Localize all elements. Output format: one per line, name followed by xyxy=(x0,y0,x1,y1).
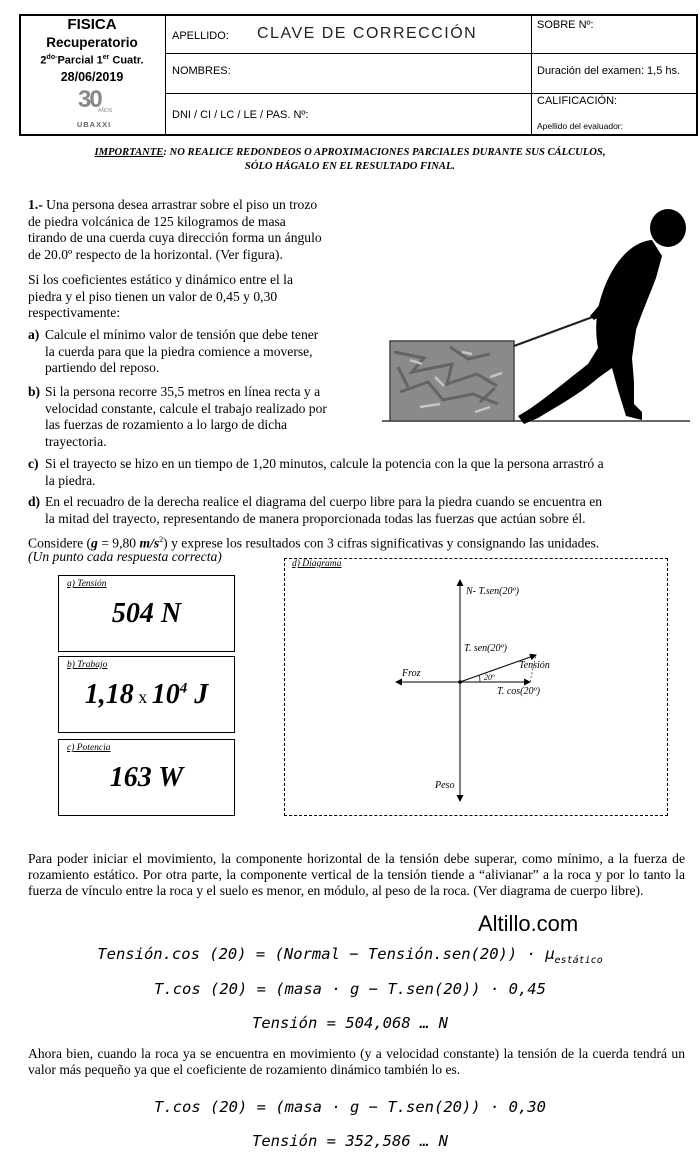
equation-2: T.cos (20) = (masa · g − T.sen(20)) · 0,45 xyxy=(154,980,546,998)
exam-date: 28/06/2019 xyxy=(60,70,124,84)
important-note: IMPORTANTE: NO REALICE REDONDEOS O APROXIMACIONES PARCIALES DURANTE SUS CÁLCULOS, SÓLO HÁGALO EN EL RESULTADO FINAL. xyxy=(94,147,606,172)
apellido-label: APELLIDO: xyxy=(172,30,229,42)
person-silhouette xyxy=(518,209,686,424)
stone-block xyxy=(390,341,514,421)
problem-coefficients: Si los coeficientes estático y dinámico entre el la piedra y el piso tienen un valor de 0,45 y 0,30 respectivamente: xyxy=(28,272,293,320)
dragging-figure xyxy=(380,202,692,430)
solution-paragraph-1: Para poder iniciar el movimiento, la componente horizontal de la tensión debe superar, como mínimo, a la fuerza de rozamiento estático. Por otra parte, la componente vertical de la tensión tiende a “alivianar” a la roca y por lo tanto la fuerza de vínculo entre la roca y el suelo es menor, en módulo, al peso de la roca. (Ver diagrama de cuerpo libre). xyxy=(28,851,685,898)
label-peso: Peso xyxy=(435,780,455,791)
dni-label: DNI / CI / LC / LE / PAS. Nº: xyxy=(172,109,309,121)
answer-tension-value: 504 N xyxy=(111,598,182,629)
exam-type: Recuperatorio xyxy=(46,35,138,50)
item-d: d) En el recuadro de la derecha realice el diagrama del cuerpo libre para la piedra cuando se encuentra en la mitad del trayecto, representando de manera proporcionada todas las fuerzas que actúan sobre él. xyxy=(28,494,603,526)
label-angle: 20º xyxy=(484,673,495,682)
item-b: b) Si la persona recorre 35,5 metros en línea recta y a velocidad constante, calcule el trabajo realizado por las fuerzas de rozamiento a lo largo de dicha trayectoria. xyxy=(28,384,327,449)
item-a: a) Calcule el mínimo valor de tensión que debe tener la cuerda para que la piedra comience a moverse, partiendo del reposo. xyxy=(28,327,319,375)
subject-title: FISICA xyxy=(67,16,117,33)
label-froz: Froz xyxy=(402,668,421,679)
label-tcos: T. cos(20º) xyxy=(497,686,540,697)
label-tsen: T. sen(20º) xyxy=(464,643,507,654)
label-tension: Tensión xyxy=(519,660,550,671)
label-n-tsen: N- T.sen(20º) xyxy=(466,586,519,597)
parcial-line: $2^{do-}Parcial$ 1er Cuatr. xyxy=(40,54,144,67)
apellido-value: CLAVE DE CORRECCIÓN xyxy=(257,25,478,42)
answer-box-trabajo: b) Trabajo 1,18 x $10^4$ J xyxy=(58,656,235,733)
equation-5: Tensión = 352,586 … N xyxy=(252,1132,448,1150)
equation-1: Tensión.cos (20) = (Normal − Tensión.sen(20)) · $\mu_{estático}$ xyxy=(97,945,603,967)
consider-line: Considere (g = 9,80 $m/s^2$) y exprese los resultados con 3 cifras significativas y consignando las unidades. xyxy=(28,535,600,551)
solution-paragraph-2: Ahora bien, cuando la roca ya se encuentra en movimiento (y a velocidad constante) la tensión de la cuerda tendrá un valor más pequeño ya que el coeficiente de rozamiento dinámico también lo es. xyxy=(28,1046,685,1077)
equation-4: T.cos (20) = (masa · g − T.sen(20)) · 0,30 xyxy=(154,1098,546,1116)
points-note: (Un punto cada respuesta correcta) xyxy=(28,549,222,564)
ubaxxi-logo: 30 AÑOS UBAXXI xyxy=(76,86,113,129)
answer-potencia-value: 163 W xyxy=(109,762,184,793)
equation-3: Tensión = 504,068 … N xyxy=(252,1014,448,1032)
answer-box-potencia: c) Potencia 163 W xyxy=(58,739,235,816)
problem-intro: 1.- Una persona desea arrastrar sobre el piso un trozo de piedra volcánica de 125 kilogramos de masa tirando de una cuerda cuya dirección forma un ángulo de 20.0º respecto de la horizontal. (Ver figura). xyxy=(28,197,322,262)
sobre-label: SOBRE Nº: xyxy=(537,19,594,31)
answer-trabajo-value: 1,18 x $10^4$ J xyxy=(84,679,209,710)
diagram-box: d) Diagrama xyxy=(284,558,668,816)
duracion-text: Duración del examen: 1,5 hs. xyxy=(537,65,681,77)
watermark: Altillo.com xyxy=(478,911,579,936)
evaluador-label: Apellido del evaluador: xyxy=(537,121,624,131)
answer-box-tension: a) Tensión 504 N xyxy=(58,575,235,652)
calificacion-label: CALIFICACIÓN: xyxy=(537,95,618,107)
nombres-label: NOMBRES: xyxy=(172,65,231,77)
item-c: c) Si el trayecto se hizo en un tiempo de 1,20 minutos, calcule la potencia con la que la persona arrastró a la piedra. xyxy=(28,456,604,488)
